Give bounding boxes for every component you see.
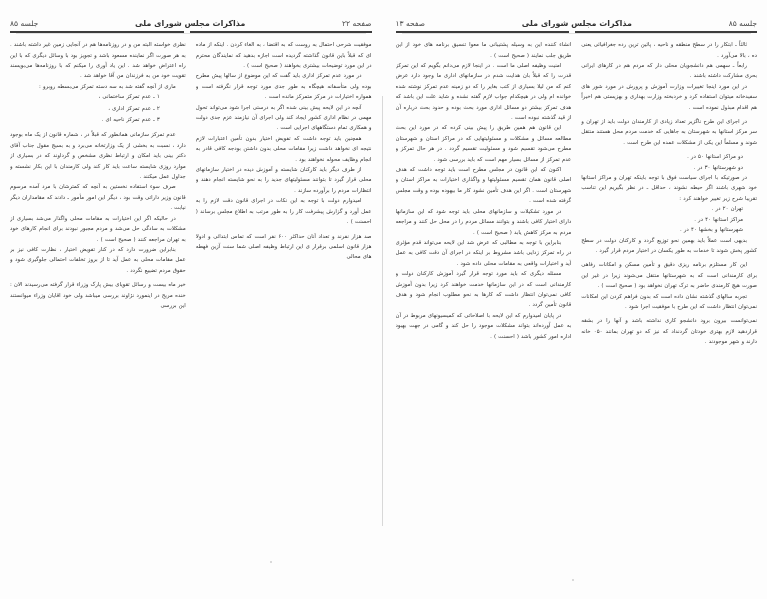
paragraph: بنابراین ضرورت دارد که در کنار تفویض اختیار ، نظارت کافی نیز بر عمل مقامات محلی به عمل آید تا از بروز تخلفات احتمالی جلوگیری شود و حقوق مردم تضییع نگردد .: [10, 246, 186, 274]
paragraph: مسئله دیگری که باید مورد توجه قرار گیرد آموزش کارکنان دولت و کارمندانی است که در این سازمانها خدمت خواهند کرد زیرا بدون آموزش کافی نمی‌توان انتظار داشت که کارها به نحو مطلوب انجام شود و هدف قانون تأمین گردد .: [395, 271, 572, 309]
list-item: مراکز استانها ۴۰ در .: [694, 216, 743, 223]
right-page-center-title: مذاکرات مجلس شورای ملی: [135, 19, 246, 28]
paragraph: از طرف دیگر باید کارکنان شایسته و آموزش دیده در اختیار سازمانهای محلی قرار گیرد تا بتوانند مسئولیتهای جدید را به نحو شایسته انجام دهند و انتظارات مردم را برآورده سازند .: [195, 167, 372, 194]
left-page-header-rule-shadow: [402, 33, 752, 34]
paragraph: در حالیکه اگر این اختیارات به مقامات محلی واگذار می‌شد بسیاری از مشکلات به سادگی حل می‌شد و مردم مجبور نبودند برای انجام کارهای خود به تهران مراجعه کنند ( صحیح است ) .: [10, 215, 186, 243]
page-gutter-divider: [382, 96, 383, 526]
right-page-session-label: جلسه ۸۵: [10, 19, 39, 28]
left-page-header: [392, 0, 762, 30]
paragraph: تجربه سالهای گذشته نشان داده است که بدون فراهم کردن این امکانات نمی‌توان انتظار داشت که این طرح با موفقیت اجرا شود .: [581, 293, 757, 310]
paragraph: آنچه در این لایحه پیش بینی شده اگر به درستی اجرا شود می‌تواند تحول مهمی در نظام اداری کشور ایجاد کند ولی اجرای آن نیازمند عزم جدی دولت و همکاری تمام دستگاههای اجرایی است .: [195, 104, 372, 132]
paragraph: رابعاً ـ سهمی هم دانشجویان محلی دار که مردم هم در کارهای ایرانی بحری مشارکت داشته باشند .: [581, 63, 757, 80]
numbered-list-item: ۳ ـ عدم تمرکز ناحیه ای .: [101, 117, 160, 124]
left-page-session-label: جلسه ۸۵: [728, 19, 757, 28]
paragraph: خیر ماه بیست و رسائل تقویای بیش پارک وزراء قرار گرفته می‌رسیدند الان : خنده مریح در اینمورد نژاوند بررسی میباشد ولی خود اقایان وزراء میوانستند این بررسی: [10, 282, 186, 309]
paragraph: در این مورد اینجا تغییرات وزارت آموزش و پرورش در مورد شور های سفیدخانه میتوان استفاده کرد و خردبخته وزارت بهداری و بهزیستی هم اخیراً هم اقدام مبذول نموده است .: [581, 83, 757, 111]
right-page-number-label: صفحه ۲۲: [342, 19, 372, 28]
paragraph: در صورتیکه با اجرای سیاست فوق با توجه باینکه تهران و مراکز استانها خود شهری باشند اگر حیطه نشوند ، حداقل ـ در نظر بگیریم این تناسب تقریبا شرح زیر تغییر خواهند کرد :: [581, 175, 757, 202]
list-item: دو شهرستانها ۳۰ در .: [693, 164, 743, 171]
paragraph: موفقیت شرحی احتمال به روست که به اقتضا ، به الغاء کردن . اینکه از ماده ای که قبلاً باین قانون گذاشته گردیده است اجازه بدهید که نمایندگان محترم در این مورد توضیحات بیشتری بخواهند ( صحیح است ) .: [195, 42, 372, 69]
numbered-list-item: ۱ ـ عدم تمرکز ساختمانی ،: [98, 94, 160, 101]
paragraph: در مورد تشکیلات و سازمانهای محلی باید توجه شود که این سازمانها دارای اختیار کافی باشند و بتوانند مسائل مردم را در محل حل کنند و مراجعه مردم به مرکز کاهش یابد ( صحیح است ) .: [395, 208, 572, 236]
scan-artifact-speck: [270, 561, 272, 563]
right-page-column-left: [196, 40, 372, 594]
list-item: تهران ۲۰ در .: [711, 206, 743, 213]
left-page-center-title: مذاکرات مجلس شورای ملی: [521, 19, 632, 28]
numbered-list-item: ۲ ـ عدم تمرکز اداری ،: [108, 105, 160, 112]
scan-artifact-speck: [572, 579, 574, 581]
paragraph: همچنین باید توجه داشت که تفویض اختیار بدون تأمین اعتبارات لازم نتیجه ای نخواهد داشت زیرا مقامات محلی بدون داشتن بودجه کافی قادر به انجام وظایف محوله نخواهند بود .: [195, 135, 372, 163]
paragraph: این قانون هم همین طریق را پیش بینی کرده که در مورد این بحث مطالعه مسائل و مشکلات و مسئولیتهایی که در مراکز استان و شهرستان مطرح می‌شود تقسیم شود و مسئولیت تقسیم گردد . در هر حال تمرکز و عدم تمرکز از مسائل بسیار مهم است که باید بررسی شود .: [395, 125, 572, 163]
paragraph: عدم تمرکز سازمانی همانطور که قبلاً در ، شماره قانون از یک ماه بوجود دارد ، نسبت به بخشی از یک وزارتخانه می‌برد و به بسیج مقول جناب آقای دکتر بینی باید امکان و ارتباط نظری مشخص و گرداوند که در بسیاری از موارد روزی شایسته ساعت باید کار کند ولی کارمندان با این بکار نشسته و جداول عمل میکنند .: [10, 132, 186, 181]
paragraph: این کار مستلزم برنامه ریزی دقیق و تأمین مسکن و امکانات رفاهی برای کارمندانی است که به شهرستانها منتقل می‌شوند زیرا در غیر این صورت هیچ کارمندی حاضر به ترک تهران نخواهد بود ( صحیح است ) .: [581, 262, 757, 290]
paragraph: بنابراین با توجه به مطالبی که عرض شد این لایحه می‌تواند قدم مؤثری در راه تمرکز زدایی باشد مشروط بر اینکه در اجرای آن دقت کافی به عمل آید و اختیارات واقعی به مقامات محلی داده شود .: [395, 239, 572, 267]
paragraph: اکنون که این قانون در مجلس مطرح است باید توجه داشت که هدف اصلی قانون همان تقسیم مسئولیتها و واگذاری اختیارات به مراکز استان و شهرستان است . اگر این هدف تأمین نشود کار ما بیهوده بوده و وقت مجلس گرفته شده است .: [395, 167, 572, 205]
left-page-columns: [392, 34, 762, 594]
right-page-header: [6, 0, 376, 30]
paragraph: در مورد عدم تمرکز اداری باید گفت که این موضوع از سالها پیش مطرح بوده ولی متأسفانه هیچگاه به طور جدی مورد توجه قرار نگرفته است و همواره اختیارات در مرکز متمرکز مانده است .: [195, 73, 372, 101]
left-page-column-left: [581, 40, 757, 594]
paragraph: انشاء کننده این به وسیله پشتیبانی ما معوا تنسیق برنامه های خود از این طریق جلب نمایند ( صحیح است ) .: [395, 42, 572, 59]
list-item: دو مراکز استانها ۵۰ در .: [687, 154, 743, 161]
paragraph: امیدوارم دولت با توجه به این نکات در اجرای قانون دقت لازم را به عمل آورد و گزارش پیشرفت کار را به طور مرتب به اطلاع مجلس برساند ( احسنت ) .: [195, 198, 372, 226]
paragraph: ثالثاً ـ ابتکار را در سطح منطقه و ناحیه ، پائین ترین رده جغرافیائی یعنی ده ، بالا می‌آورد .: [581, 42, 757, 59]
right-page-column-right: [10, 40, 186, 594]
paragraph: صرف سوء استفاده نخستین به آنچه که کمترشان با مرد آمده مرسوم قانون وزیر داراتی وقت بود ، دیگر این امور مأمور ـ دادند که مقامداران دیگر نیابت .: [10, 184, 186, 212]
paragraph: نمی‌توانست بیرون برود دانشجو کاری نداشته باشد و آنها را در بشقه قراردهید لازم بهتری خودتان گردنداد که نیز که دو تهران بمانند ۰۵۰ خانه دارند و شهر موجودند .: [581, 318, 757, 346]
paragraph: در اجرای این طرح ناگزیر تعداد زیادی از کارمندان دولت باید از تهران و سر مرکز استانها به شهرستان به جاهایی که خدمت مردم محل هستند منتقل شوند و مسلماً این یکی از مشکلات عمده این طرح است .: [581, 119, 757, 146]
paragraph: در پایان امیدوارم که این لایحه با اصلاحاتی که کمیسیونهای مربوط در آن به عمل آورده‌اند بتواند مشکلات موجود را حل کند و گامی در جهت بهبود اداره امور کشور باشد ( احسنت ) .: [395, 312, 572, 340]
list-item: شهرستانها و بخشها ۴۰ در .: [680, 227, 743, 234]
right-page-header-rule-shadow: [16, 33, 366, 34]
left-page-column-right: [396, 40, 572, 594]
right-page-columns: [6, 34, 376, 594]
paragraph: نظری خواسته البته من و در روزنامه‌ها هم در آنجایی زمین غیر داشته باشند . به هر صورت اگر نماینده مسعود باشد و تجویز بود با وسائل دیگری که با این راه اعتراض خواهد شد . این یاد آوری را میکنم که با روزنامه‌ها می‌بویسند تقویت خود من به فرزندان من آقا خواهد شد .: [10, 42, 186, 80]
paragraph: بدیهی است عملاً باید بهمین نحو توزیع گردد و کارکنان دولت در سطح کشور پخش شوند تا خدمات به طور یکسان در اختیار مردم قرار گیرد .: [581, 237, 757, 254]
left-page-number-label: صفحه ۱۳: [395, 19, 425, 28]
left-page: [384, 0, 767, 599]
paragraph: امنیت وظیفه اصلی ما است . در اینجا لازم می‌دانم بگویم که این تمرکز قدرت را که قبلاً بان هدایت شدم در سازمانهای اداری ما وجود دارد عرض کنم که من لیلا بسیاری از کتب بغایر را که دو زمینه عدم تمرکز نوشته شده خوانده ام ولی در هیچکدام جواب لازم گفته نشده و شاید علت این باشد که هدف تمرکز بیشتر دو مسائل اداری مورد بحث بوده و حدود بحث درباره آن از قید گذشته نبوده است .: [395, 63, 572, 122]
paragraph: ماری از آنچه گفته شد به سه دسته تمرکز می‌بسطه روبرو :: [39, 83, 176, 90]
paragraph: صد هزار نفرند و تعداد آنان حداکثر ۶۰۰ نفر است که تماس ابتدائی و ادولا هزار قانون اسلمی برقرار ی این ارتباط وظیفه اصلی شما سنت آزین فهطه های محالی: [195, 233, 372, 261]
